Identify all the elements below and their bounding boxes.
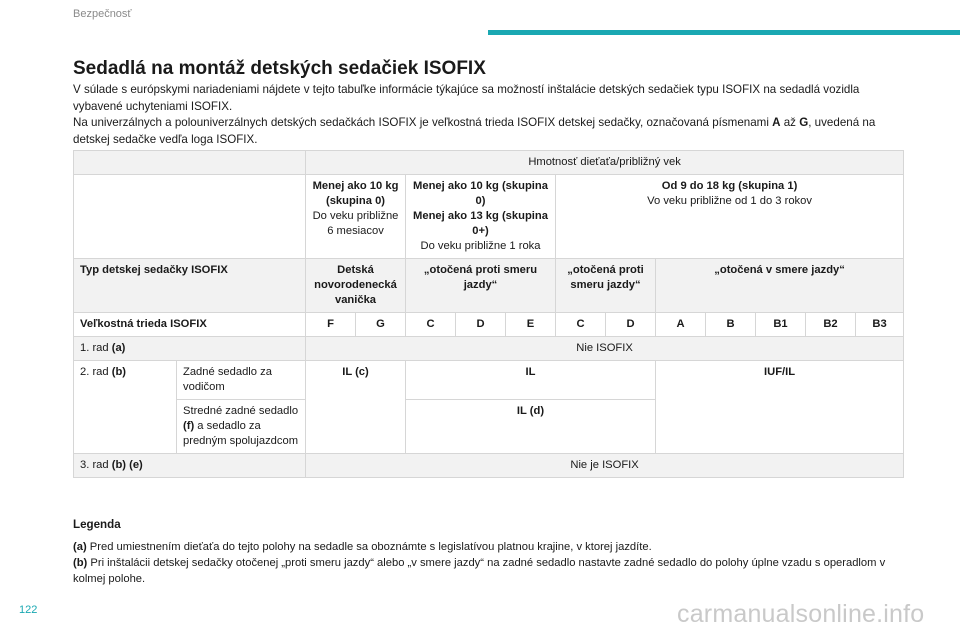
group-0plus-title-2: Menej ako 13 kg (skupina 0+) xyxy=(413,210,548,237)
row-2-carrycot-value: IL (c) xyxy=(306,361,406,454)
seat-type-forward-facing: „otočená v smere jazdy“ xyxy=(656,259,904,313)
group-1-cell xyxy=(556,175,904,259)
intro-p2-start: Na univerzálnych a polouniverzálnych detských sedačkách ISOFIX je veľkostná trieda ISOFIX detskej sedačky, označovaná písmenami xyxy=(73,116,773,129)
row-2-rear-facing-value: IL xyxy=(406,361,656,400)
row-2b-rear-facing-value: IL (d) xyxy=(406,400,656,454)
intro-text xyxy=(73,82,893,148)
row-2-seat-middle-a: Stredné zadné sedadlo xyxy=(183,405,299,417)
row-2-prefix: 2. rad xyxy=(80,366,112,378)
seat-type-label: Typ detskej sedačky ISOFIX xyxy=(74,259,306,313)
class-letter-g: G xyxy=(799,116,809,129)
group-0plus-cell xyxy=(406,175,556,259)
weight-header-cell: Hmotnosť dieťaťa/približný vek xyxy=(306,151,904,175)
group-row xyxy=(74,175,904,259)
table-corner-cell xyxy=(74,151,306,175)
legend-a-code: (a) xyxy=(73,541,87,553)
intro-paragraph-2 xyxy=(73,115,893,148)
weight-header-row xyxy=(74,151,904,175)
legend-a-text: Pred umiestnením dieťaťa do tejto polohy na sedadle sa oboznámte s legislatívou platnou krajine, v ktorej jazdíte. xyxy=(86,541,652,553)
group-1-age: Vo veku približne od 1 do 3 rokov xyxy=(647,195,812,207)
row-3-label xyxy=(74,454,306,478)
size-class-cell: F xyxy=(306,313,356,337)
row-2-seat-middle-b: a sedadlo za predným spolujazdcom xyxy=(183,420,299,447)
row-3-code: (b) (e) xyxy=(111,459,143,471)
group-empty-cell xyxy=(74,175,306,259)
row-2-seat-behind-driver: Zadné sedadlo za vodičom xyxy=(177,361,306,400)
row-3-prefix: 3. rad xyxy=(80,459,112,471)
size-class-cell: B1 xyxy=(756,313,806,337)
row-1-label xyxy=(74,337,306,361)
row-1-value: Nie ISOFIX xyxy=(306,337,904,361)
group-0-age: Do veku približne 6 mesiacov xyxy=(312,210,399,237)
intro-p2-end: , uvedená na detskej sedačke vedľa loga ISOFIX. xyxy=(73,116,876,146)
row-1 xyxy=(74,337,904,361)
size-class-cell: B3 xyxy=(856,313,904,337)
size-class-cell: C xyxy=(556,313,606,337)
size-class-cell: B2 xyxy=(806,313,856,337)
group-0plus-title-1: Menej ako 10 kg (skupina 0) xyxy=(413,180,548,207)
legend xyxy=(73,539,893,587)
size-class-cell: C xyxy=(406,313,456,337)
intro-paragraph-1: V súlade s európskymi nariadeniami nájdete v tejto tabuľke informácie týkajúce sa možností inštalácie detských sedačiek typu ISOFIX na sedadlá vozidla vybavené uchyteniami ISOFIX. xyxy=(73,83,860,113)
section-label: Bezpečnosť xyxy=(73,8,132,20)
page-title: Sedadlá na montáž detských sedačiek ISOFIX xyxy=(73,58,486,79)
page-number: 122 xyxy=(19,604,38,616)
seat-type-rear-facing-1: „otočená proti smeru jazdy“ xyxy=(406,259,556,313)
row-1-prefix: 1. rad xyxy=(80,342,112,354)
group-0plus-age: Do veku približne 1 roka xyxy=(420,240,541,252)
row-2-label xyxy=(74,361,177,454)
legend-b-text: Pri inštalácii detskej sedačky otočenej „proti smeru jazdy“ alebo „v smere jazdy“ na zadné sedadlo nastavte zadné sedadlo do polohy úplne vzadu s operadlom v kolmej polohe. xyxy=(73,557,886,585)
size-class-cell: E xyxy=(506,313,556,337)
class-letter-a: A xyxy=(772,116,781,129)
size-class-label: Veľkostná trieda ISOFIX xyxy=(74,313,306,337)
seat-type-rear-facing-2: „otočená proti smeru jazdy“ xyxy=(556,259,656,313)
seat-type-row xyxy=(74,259,904,313)
row-3 xyxy=(74,454,904,478)
row-1-code: (a) xyxy=(111,342,126,354)
intro-p2-mid: až xyxy=(780,116,800,129)
row-3-value: Nie je ISOFIX xyxy=(306,454,904,478)
size-class-row xyxy=(74,313,904,337)
legend-b-code: (b) xyxy=(73,557,88,569)
group-0-cell xyxy=(306,175,406,259)
row-2 xyxy=(74,361,904,400)
row-2-forward-facing-value: IUF/IL xyxy=(656,361,904,454)
legend-item-a xyxy=(73,539,893,555)
row-2-code: (b) xyxy=(111,366,127,378)
size-class-cell: B xyxy=(706,313,756,337)
size-class-cell: G xyxy=(356,313,406,337)
watermark: carmanualsonline.info xyxy=(677,600,925,628)
row-2-seat-middle xyxy=(177,400,306,454)
isofix-table xyxy=(73,150,904,478)
row-2-seat-middle-code: (f) xyxy=(183,420,195,432)
group-1-title: Od 9 do 18 kg (skupina 1) xyxy=(661,180,798,192)
legend-title: Legenda xyxy=(73,518,121,531)
size-class-cell: D xyxy=(606,313,656,337)
header-accent-bar xyxy=(488,30,960,35)
legend-item-b xyxy=(73,555,893,587)
group-0-title: Menej ako 10 kg (skupina 0) xyxy=(312,180,399,207)
size-class-cell: D xyxy=(456,313,506,337)
seat-type-carrycot: Detská novorodenecká vanička xyxy=(306,259,406,313)
size-class-cell: A xyxy=(656,313,706,337)
